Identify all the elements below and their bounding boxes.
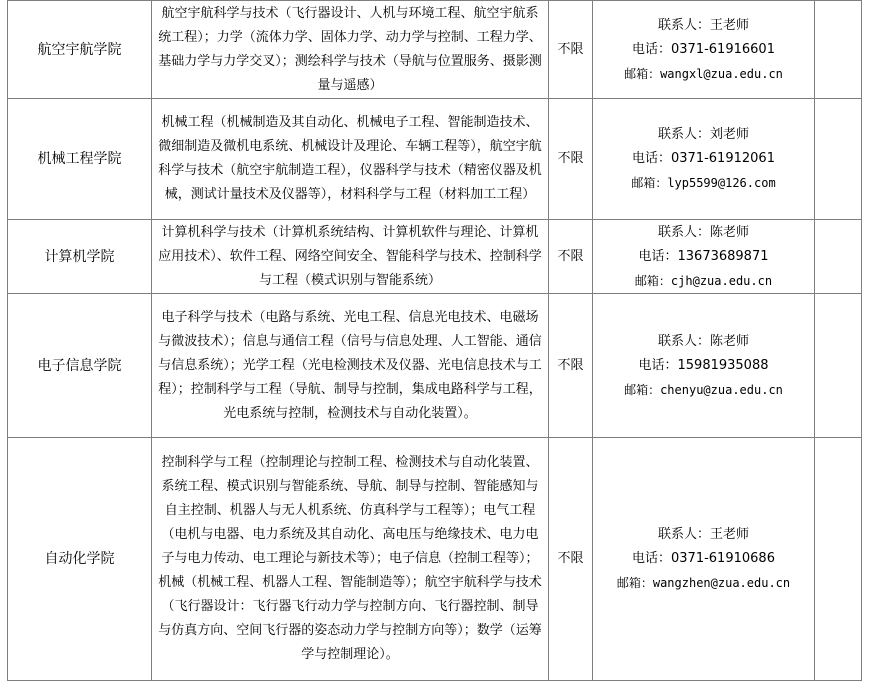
contact-email: 邮箱：lyp5599@126.com (631, 176, 776, 190)
empty-cell (815, 294, 862, 438)
limit-cell: 不限 (549, 1, 593, 99)
table-row (8, 438, 862, 681)
major-cell: 计算机科学与技术（计算机系统结构、计算机软件与理论、计算机应用技术）、软件工程、网络空间安全、智能科学与技术、控制科学与工程（模式识别与智能系统） (152, 220, 549, 294)
empty-cell (815, 99, 862, 220)
empty-cell (815, 220, 862, 294)
contact-email: 邮箱：wangzhen@zua.edu.cn (616, 576, 791, 590)
limit-cell: 不限 (549, 99, 593, 220)
limit-cell: 不限 (549, 294, 593, 438)
limit-cell: 不限 (549, 438, 593, 681)
major-cell: 机械工程（机械制造及其自动化、机械电子工程、智能制造技术、微细制造及微机电系统、机械设计及理论、车辆工程等），航空宇航科学与技术（航空宇航制造工程），仪器科学与技术（精密仪器及机械，测试计量技术及仪器等），材料科学与工程（材料加工工程） (152, 99, 549, 220)
contact-person: 联系人：陈老师 (657, 333, 749, 349)
contact-person: 联系人：王老师 (657, 17, 749, 33)
dept-cell: 机械工程学院 (8, 99, 152, 220)
contact-cell (593, 99, 815, 220)
major-cell: 电子科学与技术（电路与系统、光电工程、信息光电技术、电磁场与微波技术）；信息与通信工程（信号与信息处理、人工智能、通信与信息系统）；光学工程（光电检测技术及仪器、光电信息技术与工程）；控制科学与工程（导航、制导与控制，集成电路科学与工程，光电系统与控制，检测技术与自动化装置）。 (152, 294, 549, 438)
contact-email: 邮箱：chenyu@zua.edu.cn (624, 382, 783, 397)
table-row (8, 294, 862, 438)
contact-email: 邮箱：cjh@zua.edu.cn (634, 273, 773, 288)
major-cell: 航空宇航科学与技术（飞行器设计、人机与环境工程、航空宇航系统工程）；力学（流体力学、固体力学、动力学与控制、工程力学、基础力学与力学交叉）；测绘科学与技术（导航与位置服务、摄影测量与遥感） (152, 1, 549, 99)
contact-phone: 电话：15981935088 (638, 357, 769, 373)
dept-cell: 电子信息学院 (8, 294, 152, 438)
empty-cell (815, 438, 862, 681)
table-row (8, 220, 862, 294)
contact-email: 邮箱：wangxl@zua.edu.cn (624, 66, 783, 81)
contact-cell (593, 438, 815, 681)
recruitment-table (7, 0, 862, 681)
dept-cell: 自动化学院 (8, 438, 152, 681)
contact-phone: 电话：0371-61916601 (632, 41, 775, 57)
contact-cell (593, 220, 815, 294)
contact-cell (593, 294, 815, 438)
dept-cell: 航空宇航学院 (8, 1, 152, 99)
contact-phone: 电话：0371-61912061 (632, 151, 775, 166)
contact-phone: 电话：0371-61910686 (632, 551, 775, 566)
dept-cell: 计算机学院 (8, 220, 152, 294)
limit-cell: 不限 (549, 220, 593, 294)
empty-cell (815, 1, 862, 99)
table-row (8, 99, 862, 220)
contact-person: 联系人：刘老师 (657, 127, 749, 142)
table-row (8, 1, 862, 99)
contact-person: 联系人：王老师 (657, 527, 749, 542)
contact-cell (593, 1, 815, 99)
contact-phone: 电话：13673689871 (638, 248, 769, 264)
contact-person: 联系人：陈老师 (657, 224, 749, 240)
major-cell: 控制科学与工程（控制理论与控制工程、检测技术与自动化装置、系统工程、模式识别与智能系统、导航、制导与控制、智能感知与自主控制、机器人与无人机系统、仿真科学与工程等）；电气工程（电机与电器、电力系统及其自动化、高电压与绝缘技术、电力电子与电力传动、电工理论与新技术等）；电子信息（控制工程等）；机械（机械工程、机器人工程、智能制造等）；航空宇航科学与技术（飞行器设计：飞行器飞行动力学与控制方向、飞行器控制、制导与仿真方向、空间飞行器的姿态动力学与控制方向等）；数学（运筹学与控制理论）。 (152, 438, 549, 681)
